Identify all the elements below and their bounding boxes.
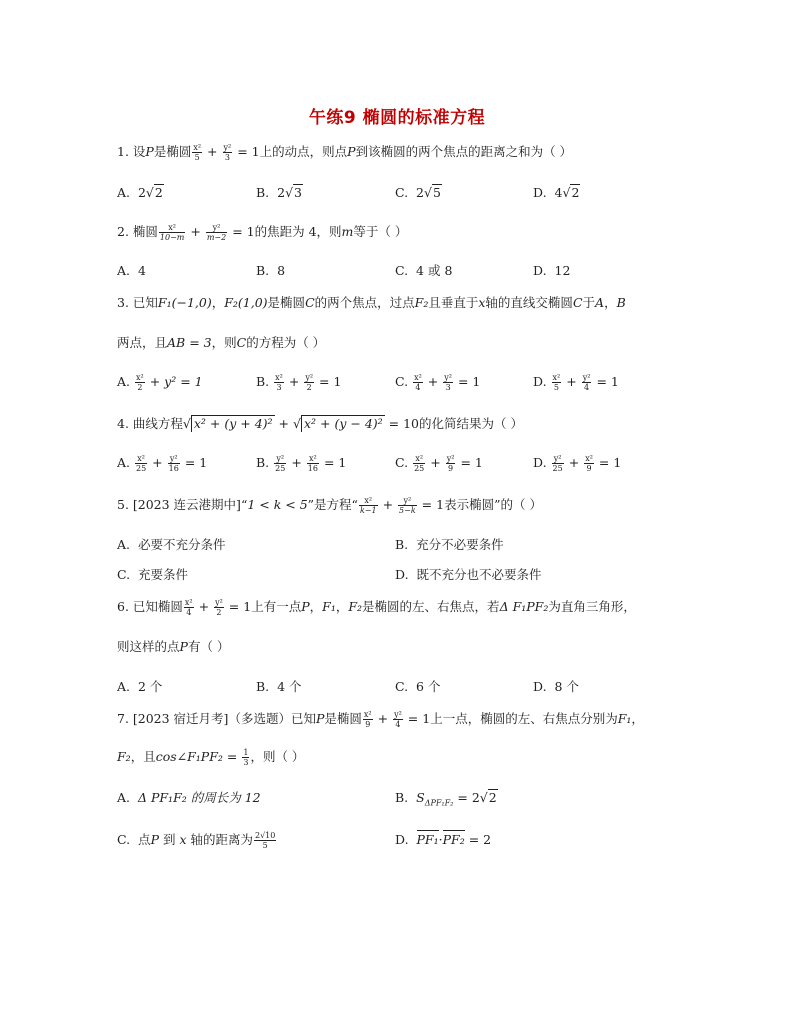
fraction [159, 223, 185, 242]
q7-text: ，则（ ） [250, 749, 305, 764]
q1-number: 1. 设 [117, 144, 146, 159]
fraction [393, 710, 403, 729]
condition: 1 < k < 5 [247, 497, 308, 512]
q4-number: 4. 曲线方程 [117, 416, 183, 431]
q6-text: 上有一点 [251, 599, 302, 614]
fraction [242, 748, 249, 767]
denominator: 2 [306, 383, 312, 392]
equals: = 1 [598, 455, 622, 470]
option-label: A. [117, 679, 131, 694]
denominator: 25 [136, 464, 147, 473]
option-label: C. [117, 832, 131, 847]
q1-option-d: D. 4√2 [533, 185, 580, 200]
var-p: P [315, 711, 325, 726]
area-subscript: ΔPF₁F₂ [424, 798, 454, 808]
plus-sign: + [291, 455, 302, 470]
q4-option-d [533, 453, 621, 473]
option-label: A. [117, 185, 131, 200]
numerator: x² [184, 598, 193, 607]
denominator: 3 [243, 758, 249, 767]
plus-sign: + [430, 455, 441, 470]
q6-text: 是椭圆的左、右焦点，若 [362, 599, 500, 614]
q5-option-b [395, 535, 504, 555]
var-c: C [572, 295, 583, 310]
plus-sign: + [198, 599, 210, 614]
option-text: 轴的距离为 [186, 832, 253, 847]
denominator: 4 [415, 383, 421, 392]
question-6-line-2 [117, 637, 229, 657]
denominator: m−2 [206, 233, 227, 242]
fraction [443, 373, 453, 392]
numerator: y² [446, 454, 455, 463]
plus-sign: + [149, 374, 161, 389]
area-symbol: S [416, 790, 425, 805]
q3-option-d [533, 372, 619, 392]
q7-option-d [395, 830, 491, 850]
numerator: y² [223, 143, 232, 152]
denominator: 9 [586, 464, 592, 473]
q2-option-d [533, 261, 570, 281]
var-f2: F₂ [117, 749, 131, 764]
q6-option-c [395, 677, 440, 697]
var-f2: F₂ [414, 295, 429, 310]
fraction [413, 373, 423, 392]
numerator: x² [135, 454, 147, 464]
fraction [307, 454, 319, 473]
coef: 2 [416, 185, 424, 200]
fraction [214, 598, 224, 617]
var-f2: F₂ [348, 599, 363, 614]
option-text: 6 个 [416, 679, 441, 694]
equals: = 1 [232, 224, 255, 239]
q6-option-d [533, 677, 579, 697]
q3-text: 的两个焦点，过点 [314, 295, 415, 310]
option-label: B. [256, 455, 270, 470]
numerator: x² [413, 454, 425, 464]
q2-option-a [117, 261, 146, 281]
var-c: C [305, 295, 315, 310]
radicand: x² + (y + 4)² [191, 415, 275, 432]
fraction [192, 143, 202, 162]
plus-sign: + [278, 416, 290, 431]
fraction [359, 496, 378, 515]
numerator: y² [274, 454, 286, 464]
q7-text: ，且 [130, 749, 156, 764]
q6-option-b [256, 677, 302, 697]
fraction [304, 373, 314, 392]
option-label: C. [395, 679, 409, 694]
option-text: 4 个 [277, 679, 302, 694]
equals: = 2 [468, 832, 492, 847]
numerator: x² [585, 454, 593, 463]
numerator: 1 [243, 748, 249, 757]
option-text: 4 或 8 [416, 263, 453, 278]
option-text: 充分不必要条件 [416, 537, 504, 552]
var-p: P [179, 639, 188, 654]
denominator: 2 [216, 608, 222, 617]
option-text: 到 [158, 832, 180, 847]
radicand: x² + (y − 4)² [301, 415, 385, 432]
plus-sign: + [568, 455, 580, 470]
option-label: D. [395, 567, 409, 582]
q7-option-a [117, 788, 261, 808]
option-label: A. [117, 455, 131, 470]
coef: 4 [554, 185, 563, 200]
denominator: 3 [445, 383, 451, 392]
separator: ， [631, 711, 644, 726]
option-label: D. [533, 263, 547, 278]
numerator: y² [394, 710, 402, 719]
q1-text: 是椭圆 [153, 144, 192, 159]
plus-sign: + [288, 374, 300, 389]
numerator: x² [193, 143, 202, 152]
option-label: B. [395, 537, 409, 552]
denominator: 5−k [399, 506, 416, 515]
plus-sign: + [152, 455, 163, 470]
denominator: 25 [552, 464, 563, 473]
fraction [223, 143, 233, 162]
option-label: C. [395, 374, 409, 389]
question-3-line-2 [117, 333, 325, 353]
numerator: x² [414, 373, 422, 382]
plus-sign: + [566, 374, 577, 389]
option-label: A. [117, 790, 131, 805]
q4-option-b [256, 453, 346, 473]
option-text: 充要条件 [138, 567, 189, 582]
question-4 [117, 414, 523, 434]
equals: = 1 [460, 455, 483, 470]
option-label: B. [256, 374, 270, 389]
q5-text: 表示椭圆”的（ ） [444, 497, 542, 512]
equals: = 1 [237, 144, 260, 159]
q3-option-c [395, 372, 480, 392]
q5-text: ”是方程“ [307, 497, 358, 512]
q4-text: 的化简结果为（ ） [419, 416, 523, 431]
fraction [413, 454, 425, 473]
denominator: 5 [262, 841, 268, 850]
fraction [184, 598, 194, 617]
option-label: D. [533, 455, 547, 470]
equals: = 10 [388, 416, 420, 431]
q5-option-d [395, 565, 542, 585]
denominator: 16 [307, 464, 318, 473]
denominator: 2 [137, 383, 143, 392]
q6-text: 则这样的点 [117, 639, 180, 654]
fraction [584, 454, 594, 473]
option-label: A. [117, 374, 131, 389]
var-f1: F₁ [322, 599, 336, 614]
equals: = [226, 749, 238, 764]
point-f1: F₁(−1,0) [157, 295, 212, 310]
numerator: y² [552, 454, 564, 464]
plus-sign: + [382, 497, 394, 512]
fraction [552, 454, 564, 473]
q3-option-b [256, 372, 341, 392]
option-text: 必要不充分条件 [137, 537, 226, 552]
equals: = 1 [421, 497, 445, 512]
question-1 [117, 142, 572, 162]
option-label: A. [117, 263, 131, 278]
denominator: 3 [224, 153, 230, 162]
fraction [274, 454, 286, 473]
denominator: 9 [365, 720, 371, 729]
numerator: y² [398, 496, 417, 506]
q6-number: 6. 已知椭圆 [117, 599, 183, 614]
equals: = 2 [457, 790, 480, 805]
radicand: 2 [571, 185, 580, 200]
fraction [446, 454, 456, 473]
radicand: 2 [488, 790, 497, 805]
q7-number: 7. [2023 宿迁月考]（多选题）已知 [117, 711, 316, 726]
plus-sign: + [427, 374, 439, 389]
q2-text: 的焦距为 4，则 [254, 224, 342, 239]
triangle-expr: Δ F₁PF₂ [499, 599, 549, 614]
separator: ， [309, 599, 323, 614]
q3-option-a [117, 372, 203, 392]
numerator: y² [168, 454, 180, 464]
option-expr: y² = 1 [164, 374, 203, 389]
denominator: 3 [276, 383, 282, 392]
radicand: 5 [432, 185, 441, 200]
denominator: k−1 [359, 506, 377, 515]
fraction [552, 373, 562, 392]
denominator: 5 [194, 153, 200, 162]
question-3-line-1 [117, 293, 626, 313]
separator: ， [211, 295, 225, 310]
option-label: B. [256, 185, 270, 200]
q1-option-b: B. 2√3 [256, 185, 302, 200]
denominator: 4 [584, 383, 590, 392]
fraction [135, 373, 145, 392]
equals: = 1 [319, 374, 342, 389]
vector-pf2: PF₂ [442, 832, 465, 847]
option-label: C. [395, 263, 409, 278]
denominator: 4 [395, 720, 401, 729]
q7-text: 是椭圆 [324, 711, 362, 726]
fraction [363, 710, 373, 729]
numerator: y² [582, 373, 591, 382]
q1-option-c: C. 2√5 [395, 185, 441, 200]
equals: = 1 [323, 455, 347, 470]
q3-text: 两点，且 [117, 335, 168, 350]
var-p: P [150, 832, 159, 847]
coef: 2 [137, 185, 146, 200]
option-label: B. [256, 263, 270, 278]
fraction [206, 223, 227, 242]
question-7-line-1 [117, 709, 644, 729]
equals: = 1 [407, 711, 431, 726]
fraction [254, 831, 276, 850]
option-text: 8 [277, 263, 286, 278]
numerator: x² [307, 454, 319, 464]
numerator: y² [206, 223, 227, 233]
denominator: 25 [275, 464, 286, 473]
numerator: x² [275, 373, 283, 382]
question-2 [117, 222, 407, 242]
q1-option-a: A. 2√2 [117, 185, 163, 200]
q7-option-c [117, 830, 277, 850]
plus-sign: + [207, 144, 218, 159]
question-7-line-2 [117, 747, 304, 767]
numerator: y² [215, 598, 223, 607]
denominator: 5 [553, 383, 559, 392]
option-label: D. [533, 374, 547, 389]
question-6-line-1 [117, 597, 636, 617]
var-p: P [145, 144, 154, 159]
numerator: x² [359, 496, 378, 506]
var-m: m [341, 224, 354, 239]
var-x: x [478, 295, 486, 310]
option-label: C. [395, 185, 409, 200]
separator: ， [335, 599, 349, 614]
option-text: 4 [137, 263, 146, 278]
option-label: C. [395, 455, 409, 470]
q3-text: 的方程为（ ） [246, 335, 326, 350]
denominator: 25 [414, 464, 425, 473]
fraction [135, 454, 147, 473]
q2-option-c [395, 261, 452, 281]
fraction [168, 454, 180, 473]
q2-text: 等于（ ） [353, 224, 408, 239]
q7-option-b: B. $S_{\Delta PF_1F_2} = 2√2$ [395, 790, 497, 808]
q3-text: 轴的直线交椭圆 [485, 295, 573, 310]
var-x: x [179, 832, 187, 847]
option-label: B. [256, 679, 270, 694]
denominator: 16 [168, 464, 179, 473]
var-f1: F₁ [617, 711, 632, 726]
numerator: x² [159, 223, 185, 233]
radical-sign: √ [293, 416, 301, 431]
coef: 2 [277, 185, 286, 200]
option-text: 8 个 [554, 679, 579, 694]
fraction [398, 496, 417, 515]
var-p: P [347, 144, 356, 159]
q7-text: 上一点，椭圆的左、右焦点分别为 [430, 711, 618, 726]
denominator: 4 [186, 608, 192, 617]
option-label: C. [117, 567, 131, 582]
var-b: B [616, 295, 626, 310]
numerator: x² [552, 373, 561, 382]
option-text: 2 个 [137, 679, 163, 694]
fraction [274, 373, 284, 392]
var-c: C [236, 335, 247, 350]
numerator: y² [444, 373, 452, 382]
cos-expr: cos∠F₁PF₂ [155, 749, 223, 764]
separator: ， [604, 295, 617, 310]
q3-text: 于 [582, 295, 596, 310]
fraction [582, 373, 592, 392]
q4-option-c [395, 453, 483, 473]
radicand: 3 [294, 185, 302, 200]
radical-sign: √ [182, 416, 191, 431]
option-text: Δ PF₁F₂ 的周长为 12 [137, 790, 261, 805]
q6-text: 为直角三角形， [548, 599, 636, 614]
numerator: x² [136, 373, 144, 382]
numerator: x² [363, 710, 372, 719]
option-text: 12 [554, 263, 571, 278]
vector-pf1: PF₁ [416, 832, 439, 847]
option-label: A. [117, 537, 131, 552]
q6-text: 有（ ） [187, 639, 230, 654]
equals: = 1 [457, 374, 481, 389]
equals: = 1 [228, 599, 252, 614]
q5-option-a [117, 535, 225, 555]
denominator: 9 [448, 464, 454, 473]
expr-ab: AB = 3 [167, 335, 212, 350]
point-f2: F₂(1,0) [224, 295, 268, 310]
var-a: A [595, 295, 605, 310]
option-label: D. [395, 832, 409, 847]
option-label: B. [395, 790, 409, 805]
q1-text: 上的动点，则点 [259, 144, 348, 159]
denominator: 10−m [159, 233, 185, 242]
q3-text: ，则 [211, 335, 237, 350]
equals: = 1 [184, 455, 208, 470]
q5-number: 5. [2023 连云港期中]“ [117, 497, 248, 512]
q6-option-a [117, 677, 162, 697]
q2-option-b [256, 261, 285, 281]
option-text: 点 [138, 832, 151, 847]
plus-sign: + [190, 224, 201, 239]
q3-text: 且垂直于 [428, 295, 479, 310]
page-title: 午练9 椭圆的标准方程 [308, 108, 486, 128]
radicand: 2 [154, 185, 163, 200]
dot-operator: · [438, 832, 443, 847]
option-label: D. [533, 679, 547, 694]
numerator: 2√10 [254, 831, 276, 840]
q2-number: 2. 椭圆 [117, 224, 158, 239]
question-5 [117, 495, 542, 515]
q5-option-c [117, 565, 188, 585]
q1-text: 到该椭圆的两个焦点的距离之和为（ ） [355, 144, 573, 159]
equals: = 1 [596, 374, 619, 389]
option-text: 既不充分也不必要条件 [416, 567, 542, 582]
q3-number: 3. 已知 [117, 295, 158, 310]
plus-sign: + [377, 711, 389, 726]
q3-text: 是椭圆 [267, 295, 306, 310]
option-label: D. [533, 185, 547, 200]
q4-option-a [117, 453, 207, 473]
numerator: y² [305, 373, 314, 382]
var-p: P [301, 599, 310, 614]
